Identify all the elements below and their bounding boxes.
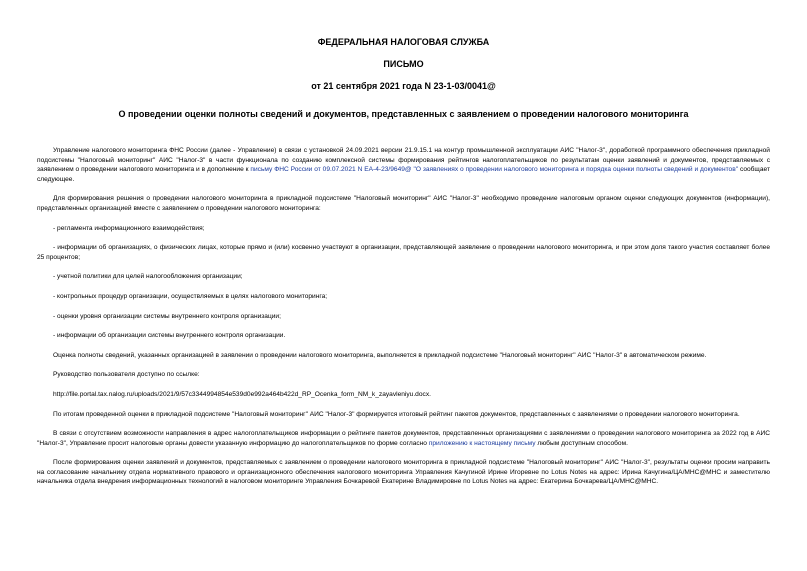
appendix-link[interactable]: приложению к настоящему письму — [428, 439, 536, 447]
paragraph-rating: По итогам проведенной оценки в прикладной подсистеме "Налоговый мониторинг" АИС "Налог-3" формируется итоговый рейтинг пакетов документов, представленных с заявлениями о проведении налогового мониторинга. — [53, 410, 740, 418]
document-title: О проведении оценки полноты сведений и документов, представленных с заявлением о проведении налогового мониторинга — [118, 109, 689, 119]
paragraph-intro — [37, 146, 770, 184]
paragraph-request-text-a: В связи с отсутствием возможности направления в адрес налогоплательщиков информации о рейтинге пакетов документов, представленных организациями с заявлениями о проведении налогового мониторинга за 2022 год в АИС "Налог-3", Управление просит налоговые органы довести указанную информацию до налогоплательщиков по форме согласно — [37, 430, 770, 447]
paragraph-documents-needed: Для формирования решения о проведении налогового мониторинга в прикладной подсистеме "Налоговый мониторинг" АИС "Налог-3" необходимо проведение налоговым органом оценки следующих документов (информации), представленных организацией вместе с заявлением о проведении налогового мониторинга: — [37, 195, 770, 212]
list-item: - регламента информационного взаимодействия; — [53, 224, 205, 232]
list-item: - информации об организациях, о физических лицах, которые прямо и (или) косвенно участвуют в организации, представляющей заявление о проведении налогового мониторинга, и при этом доля такого участия составляет более 25 процентов; — [37, 244, 770, 261]
paragraph-intro-text-a: Управление налогового мониторинга ФНС России (далее - Управление) в связи с установкой 24.09.2021 версии 21.9.15.1 на контур промышленной эксплуатации АИС "Налог-3", доработкой программного обеспечения прикладной подсистемы "Налоговый мониторинг" АИС "Налог-3" в части функционала по созданию комплексной системы формирования рейтингов налогоплательщиков по результатам оценки заявлений и документов, представляемых с заявлением о проведении налогового мониторинга и в дополнение к — [37, 147, 770, 174]
list-item: - оценки уровня организации системы внутреннего контроля организации; — [53, 312, 281, 320]
paragraph-user-guide: Руководство пользователя доступно по ссылке: — [53, 371, 200, 379]
agency-name: ФЕДЕРАЛЬНАЯ НАЛОГОВАЯ СЛУЖБА — [317, 37, 490, 47]
list-item: - учетной политики для целей налогообложения организации; — [53, 273, 243, 281]
list-item: - контрольных процедур организации, осуществляемых в целях налогового мониторинга; — [53, 292, 328, 300]
paragraph-intro-text-b: сообщает следующее. — [37, 166, 770, 183]
list-item: - информации об организации системы внутреннего контроля организации. — [53, 332, 286, 340]
document-body — [37, 146, 770, 487]
paragraph-request — [37, 429, 770, 448]
paragraph-approval: После формирования оценки заявлений и документов, представляемых с заявлением о проведении налогового мониторинга в прикладной подсистеме "Налоговый мониторинг" АИС "Налог-3", результаты оценки просим направить на согласование начальнику отдела нормативного правового и организационного обеспечения налогового мониторинга Управления Качугиной Ирине Игоревне по Lotus Notes на адрес: Ирина Качугина/ЦА/МНС@МНС и заместителю начальника отдела внедрения информационных технологий в налоговом мониторинге Управления Бочкаревой Екатерине Владимировне по Lotus Notes на адрес: Екатерина Бочкарева/ЦА/МНС@МНС. — [37, 459, 770, 486]
paragraph-automatic-assessment: Оценка полноты сведений, указанных организацией в заявлении о проведении налогового мониторинга, выполняется в прикладной подсистеме "Налоговый мониторинг" АИС "Налог-3" в автоматическом режиме. — [53, 351, 707, 359]
document-type: ПИСЬМО — [383, 59, 424, 69]
user-guide-url: http://file.portal.tax.nalog.ru/uploads/2021/9/57c3344994854e539d0e992a464b422d_RP_Ocenka_form_NM_k_zayavleniyu.docx. — [53, 390, 431, 398]
document-date-number: от 21 сентября 2021 года N 23-1-03/0041@ — [311, 81, 496, 91]
paragraph-request-text-b: любым доступным способом. — [535, 439, 628, 447]
letter-reference-link[interactable]: письму ФНС России от 09.07.2021 N ЕА-4-23/9649@ "О заявлениях о проведении налогового мониторинга и порядка оценки полноты сведений и документов" — [250, 166, 739, 174]
